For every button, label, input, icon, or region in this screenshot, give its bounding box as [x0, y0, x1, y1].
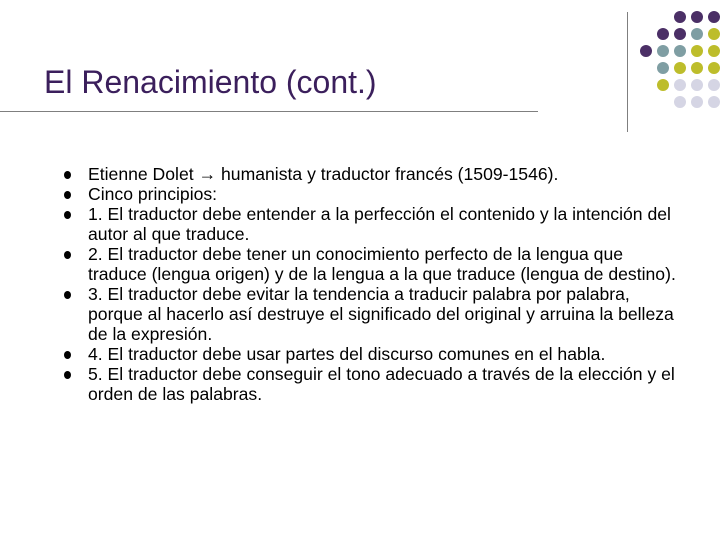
bullet-item-principle-3 — [64, 284, 684, 344]
decorative-dot — [691, 11, 703, 23]
bullet-item-principle-1 — [64, 204, 684, 244]
vertical-rule — [627, 12, 628, 132]
decorative-dot — [674, 45, 686, 57]
decorative-dot — [691, 96, 703, 108]
decorative-dot — [657, 28, 669, 40]
decorative-dot — [708, 28, 720, 40]
bullet-text: Cinco principios: — [88, 184, 218, 204]
bullet-marker — [64, 291, 71, 299]
decorative-dot — [657, 45, 669, 57]
decorative-dot — [691, 62, 703, 74]
decorative-dot — [708, 96, 720, 108]
bullet-marker — [64, 211, 71, 219]
bullet-list — [64, 164, 684, 404]
title-underline-rule — [0, 111, 538, 112]
decorative-dot — [674, 11, 686, 23]
decorative-dot — [674, 96, 686, 108]
bullet-text: 3. El traductor debe evitar la tendencia a traducir palabra por palabra, porque al hacerlo así destruye el significado del original y arruina la belleza de la expresión. — [88, 284, 674, 344]
bullet-text: 1. El traductor debe entender a la perfección el contenido y la intención del autor al que traduce. — [88, 204, 671, 244]
decorative-dot — [657, 79, 669, 91]
bullet-marker — [64, 171, 71, 179]
decorative-dot — [674, 28, 686, 40]
bullet-text: 5. El traductor debe conseguir el tono adecuado a través de la elección y el orden de las palabras. — [88, 364, 675, 404]
decorative-dot — [708, 45, 720, 57]
decorative-dot — [691, 79, 703, 91]
bullet-item-principles — [64, 184, 684, 204]
decorative-dot — [708, 11, 720, 23]
bullet-text-dolet-desc: humanista y traductor francés (1509-1546). — [221, 164, 559, 184]
decorative-dot — [708, 79, 720, 91]
bullet-marker — [64, 251, 71, 259]
decorative-dot — [708, 62, 720, 74]
bullet-text: 2. El traductor debe tener un conocimiento perfecto de la lengua que traduce (lengua origen) y de la lengua a la que traduce (lengua de destino). — [88, 244, 676, 284]
decorative-dot — [691, 28, 703, 40]
bullet-item-principle-4 — [64, 344, 684, 364]
slide-title: El Renacimiento (cont.) — [44, 64, 377, 100]
decorative-dot — [674, 79, 686, 91]
bullet-text-dolet-name: Etienne Dolet — [88, 164, 194, 184]
decorative-dot — [657, 62, 669, 74]
decorative-dot — [674, 62, 686, 74]
bullet-item-principle-5 — [64, 364, 684, 404]
decorative-dot-grid — [639, 11, 720, 121]
arrow-right-icon: → — [193, 164, 222, 184]
decorative-dot — [640, 45, 652, 57]
bullet-marker — [64, 191, 71, 199]
decorative-dot — [691, 45, 703, 57]
bullet-marker — [64, 371, 71, 379]
bullet-marker — [64, 351, 71, 359]
bullet-item-dolet — [64, 164, 684, 184]
bullet-text: 4. El traductor debe usar partes del discurso comunes en el habla. — [88, 344, 606, 364]
bullet-item-principle-2 — [64, 244, 684, 284]
